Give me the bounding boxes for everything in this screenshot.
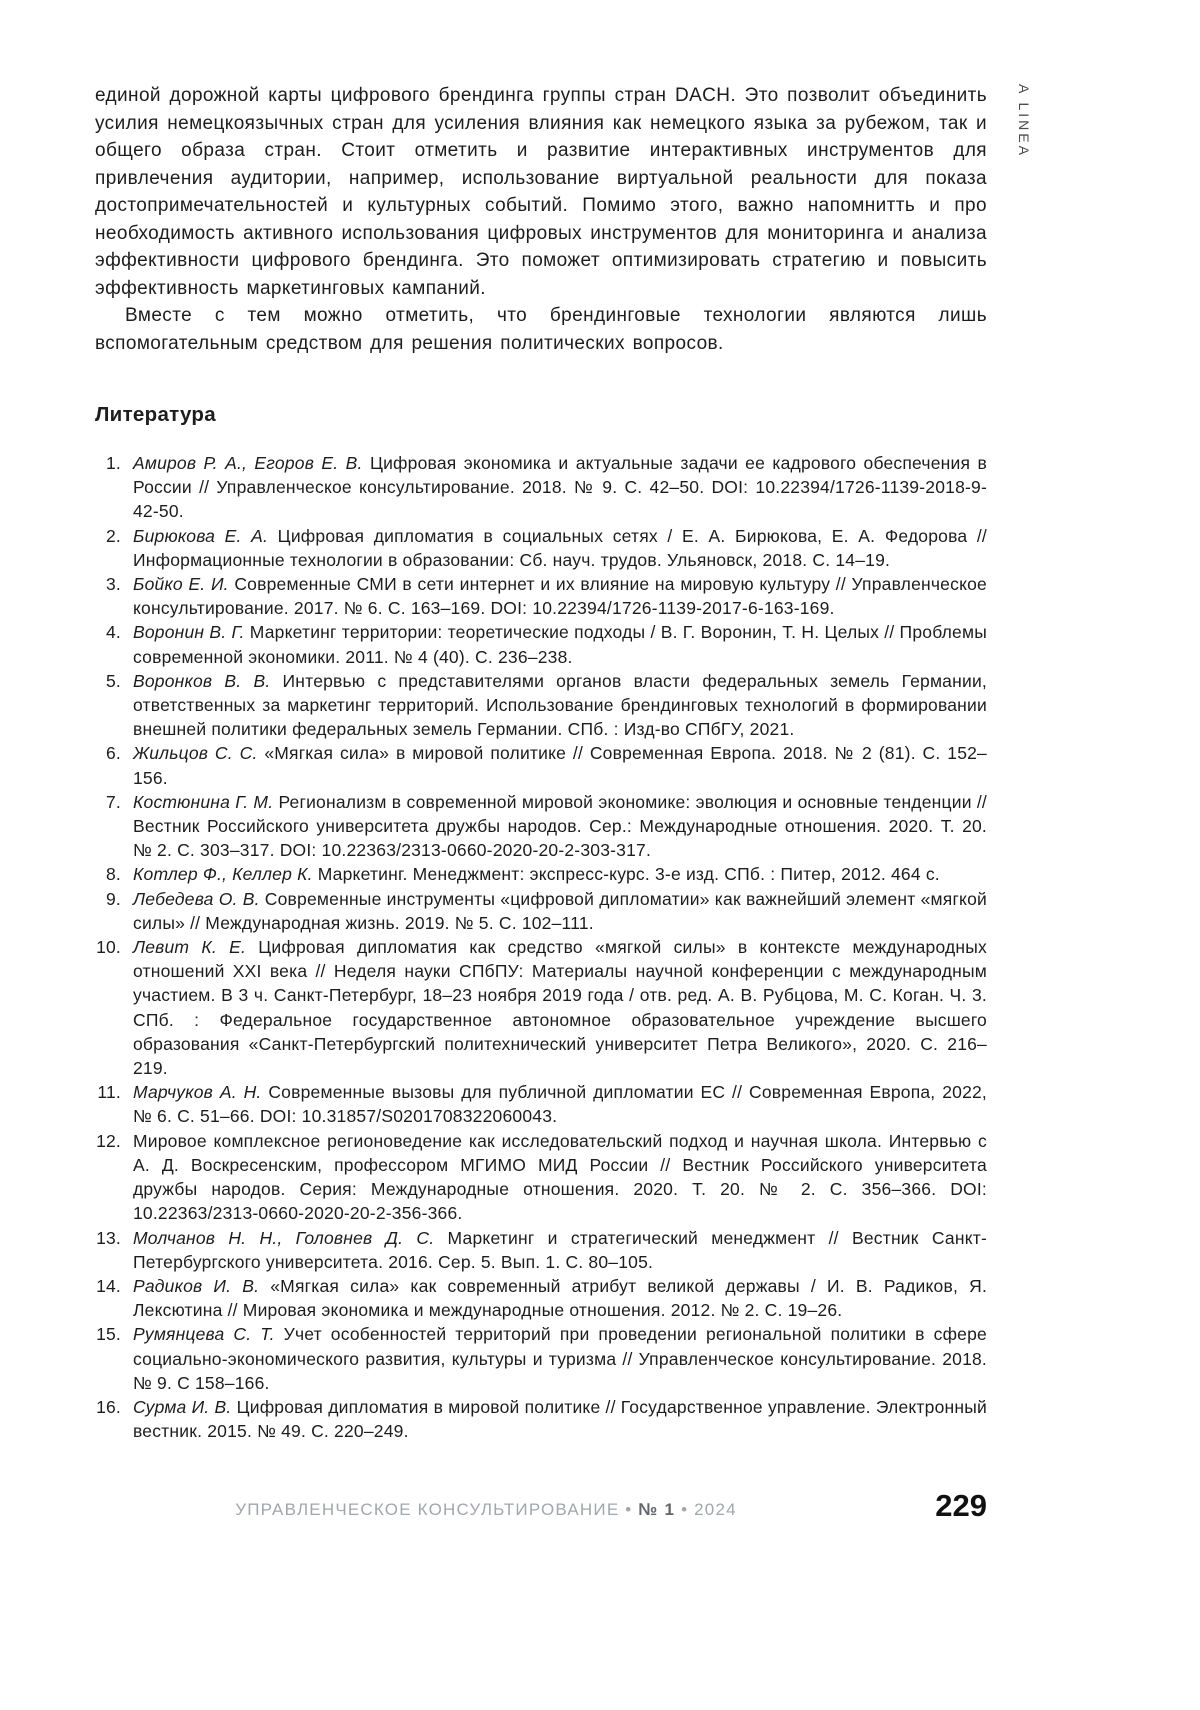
footer-issue-number: № 1 — [638, 1500, 676, 1519]
reference-item — [95, 935, 987, 1080]
reference-text: Маркетинг. Менеджмент: экспресс-курс. 3-е изд. СПб. : Питер, 2012. 464 с. — [317, 864, 940, 885]
reference-authors: Молчанов Н. Н., Головнев Д. С. — [133, 1227, 448, 1248]
reference-item — [95, 741, 987, 789]
reference-number: 9. — [106, 888, 121, 909]
reference-authors: Лебедева О. В. — [133, 888, 265, 909]
reference-text: Мировое комплексное регионоведение как исследовательский подход и научная школа. Интервью с А. Д. Воскресенским, профессором МГИМО МИД России // Вестник Российского университета дружбы народов. Серия: Международные отношения. 2020. Т. 20. № 2. С. 356–366. DOI: 10.22363/2313-0660-2020-20-2-356-366. — [133, 1130, 987, 1224]
reference-item — [95, 524, 987, 572]
page-content — [95, 82, 987, 1443]
reference-item — [95, 1226, 987, 1274]
reference-number: 7. — [106, 791, 121, 812]
reference-authors: Бойко Е. И. — [133, 574, 235, 595]
reference-text: Регионализм в современной мировой экономике: эволюция и основные тенденции // Вестник Российского университета дружбы народов. Сер.: Международные отношения. 2020. Т. 20. № 2. С. 303–317. DOI: 10.22363/2313-0660-2020-20-2-303-317. — [133, 791, 987, 861]
reference-authors: Левит К. Е. — [133, 937, 259, 958]
reference-authors: Воронков В. В. — [133, 670, 283, 691]
reference-text: Современные вызовы для публичной дипломатии ЕС // Современная Европа, 2022, № 6. С. 51–66. DOI: 10.31857/S0201708322060043. — [133, 1082, 987, 1127]
reference-authors: Румянцева С. Т. — [133, 1324, 284, 1345]
body-paragraph-1: единой дорожной карты цифрового брендинга группы стран DACH. Это позволит объединить усилия немецкоязычных стран для усиления влияния как немецкого языка за рубежом, так и общего образа стран. Стоит отметить и развитие интерактивных инструментов для привлечения аудитории, например, использование виртуальной реальности для показа достопримечательностей и культурных событий. Помимо этого, важно напомнитть и про необходимость активного использования цифровых инструментов для мониторинга и анализа эффективности цифрового брендинга. Это поможет оптимизировать стратегию и повысить эффективность маркетинговых кампаний. — [95, 85, 987, 299]
reference-item — [95, 1274, 987, 1322]
reference-number: 15. — [96, 1324, 121, 1345]
section-title-literature: Литература — [95, 403, 216, 426]
page-footer — [95, 1488, 987, 1534]
reference-item — [95, 862, 987, 886]
reference-number: 10. — [96, 937, 121, 958]
reference-text: «Мягкая сила» в мировой политике // Современная Европа. 2018. № 2 (81). С. 152–156. — [133, 743, 987, 788]
reference-text: Цифровая дипломатия в социальных сетях / Е. А. Бирюкова, Е. А. Федорова // Информационные технологии в образовании: Сб. науч. трудов. Ульяновск, 2018. С. 14–19. — [133, 525, 987, 570]
reference-authors: Жильцов С. С. — [133, 743, 265, 764]
reference-number: 2. — [106, 525, 121, 546]
reference-number: 12. — [96, 1130, 121, 1151]
reference-authors: Радиков И. В. — [133, 1275, 271, 1296]
reference-item — [95, 669, 987, 742]
footer-journal-title: УПРАВЛЕНЧЕСКОЕ КОНСУЛЬТИРОВАНИЕ • — [235, 1500, 633, 1519]
reference-text: Учет особенностей территорий при проведении региональной политики в сфере социально-экономического развития, культуры и туризма // Управленческое консультирование. 2018. № 9. С 158–166. — [133, 1324, 987, 1393]
reference-authors: Амиров Р. А., Егоров Е. В. — [133, 453, 370, 473]
reference-number: 3. — [106, 574, 121, 595]
reference-number: 1. — [106, 453, 121, 473]
body-paragraph-2: Вместе с тем можно отметить, что брендинговые технологии являются лишь вспомогательным средством для решения политических вопросов. — [95, 305, 987, 354]
reference-list — [95, 451, 987, 1443]
reference-item — [95, 790, 987, 863]
reference-text: Современные инструменты «цифровой дипломатии» как важнейший элемент «мягкой силы» // Международная жизнь. 2019. № 5. С. 102–111. — [133, 888, 988, 933]
reference-text: Маркетинг и стратегический менеджмент // Вестник Санкт-Петербургского университета. 2016. Сер. 5. Вып. 1. С. 80–105. — [133, 1227, 987, 1272]
reference-text: Маркетинг территории: теоретические подходы / В. Г. Воронин, Т. Н. Целых // Проблемы современной экономики. 2011. № 4 (40). С. 236–238. — [133, 622, 987, 667]
reference-number: 14. — [96, 1275, 121, 1296]
reference-item — [95, 1395, 987, 1443]
reference-text: Цифровая дипломатия в мировой политике // Государственное управление. Электронный вестник. 2015. № 49. С. 220–249. — [133, 1396, 987, 1442]
reference-item — [95, 620, 987, 668]
reference-number: 8. — [106, 864, 121, 885]
reference-text: Цифровая экономика и актуальные задачи ее кадрового обеспечения в России // Управленческое консультирование. 2018. № 9. С. 42–50. DOI: 10.22394/1726-1139-2018-9-42-50. — [133, 453, 987, 522]
footer-year: • 2024 — [681, 1500, 737, 1519]
footer-journal-line — [95, 1500, 877, 1520]
reference-authors: Сурма И. В. — [133, 1396, 237, 1417]
reference-number: 13. — [96, 1227, 121, 1248]
footer-page-number: 229 — [935, 1488, 987, 1523]
reference-item — [95, 451, 987, 524]
reference-number: 11. — [97, 1082, 121, 1103]
reference-authors: Костюнина Г. М. — [133, 791, 279, 812]
reference-text: Интервью с представителями органов власти федеральных земель Германии, ответственных за маркетинг территорий. Использование брендинговых технологий в формировании внешней политики федеральных земель Германии. СПб. : Изд-во СПбГУ, 2021. — [133, 670, 987, 740]
reference-text: Современные СМИ в сети интернет и их влияние на мировую культуру // Управленческое консультирование. 2017. № 6. С. 163–169. DOI: 10.22394/1726-1139-2017-6-163-169. — [133, 574, 987, 619]
reference-authors: Марчуков А. Н. — [133, 1082, 269, 1103]
reference-text: Цифровая дипломатия как средство «мягкой силы» в контексте международных отношений XXI века // Неделя науки СПбПУ: Материалы научной конференции с международным участием. В 3 ч. Санкт-Петербург, 18–23 ноября 2019 года / отв. ред. А. В. Рубцова, М. С. Коган. Ч. 3. СПб. : Федеральное государственное автономное образовательное учреждение высшего образования «Санкт-Петербургский политехнический университет Петра Великого», 2020. С. 216–219. — [133, 937, 987, 1079]
reference-authors: Котлер Ф., Келлер К. — [133, 864, 318, 885]
reference-item — [95, 1322, 987, 1395]
reference-item — [95, 1080, 987, 1128]
reference-text: «Мягкая сила» как современный атрибут великой державы / И. В. Радиков, Я. Лексютина // Мировая экономика и международные отношения. 2012. № 2. С. 19–26. — [133, 1275, 988, 1321]
side-label-a-linea: A LINEA — [1016, 84, 1032, 158]
reference-number: 16. — [96, 1396, 121, 1417]
reference-number: 6. — [106, 743, 121, 764]
reference-number: 4. — [106, 622, 121, 643]
reference-item — [95, 887, 987, 935]
reference-authors: Бирюкова Е. А. — [133, 525, 278, 546]
reference-item — [95, 1129, 987, 1226]
reference-number: 5. — [106, 670, 121, 691]
reference-authors: Воронин В. Г. — [133, 622, 250, 643]
reference-item — [95, 572, 987, 620]
